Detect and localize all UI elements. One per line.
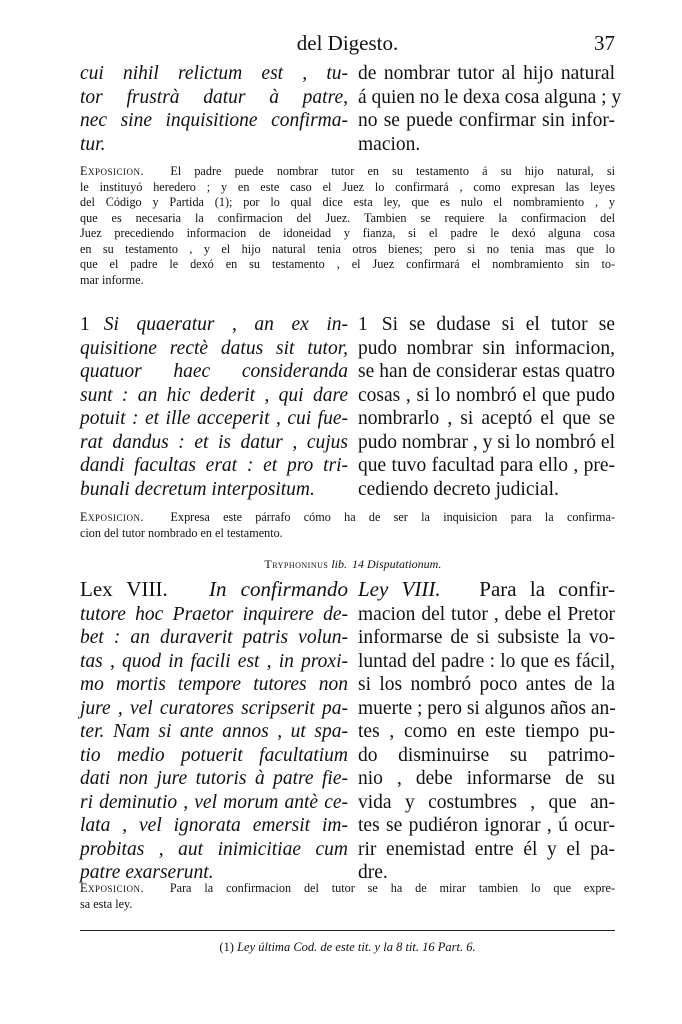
exposicion-line — [80, 881, 615, 897]
exposicion-line — [80, 510, 615, 526]
spanish-line — [358, 577, 615, 603]
latin-column — [80, 62, 348, 156]
latin-line: rat dandus : et is datur , cujus — [80, 431, 348, 453]
latin-text: Si quaeratur , an ex in- — [103, 314, 348, 335]
latin-text: In confirmando — [209, 577, 348, 601]
law-heading: Lex VIII. — [80, 577, 168, 601]
exposicion-text: El padre puede nombrar tutor en su testamento á su hijo natural, si — [170, 164, 616, 178]
spanish-line: si los nombró poco antes de la — [358, 674, 615, 695]
text-block-2 — [80, 313, 615, 503]
spanish-line: dre. — [358, 862, 388, 883]
latin-line — [80, 577, 348, 603]
latin-line: sunt : an hic dederit , qui dare — [80, 384, 348, 406]
latin-line: lata , vel ignorata emersit im- — [80, 815, 348, 836]
latin-line: potuit : et ille acceperit , cui fue- — [80, 408, 348, 429]
exposicion-line: cion del tutor nombrado en el testamento. — [80, 525, 283, 540]
latin-line: dati non jure tutoris à patre fie- — [80, 768, 348, 789]
latin-line: dandi facultas erat : et pro tri- — [80, 455, 348, 476]
spanish-line — [358, 313, 615, 337]
footnote-rule — [80, 930, 615, 931]
latin-line: bet : an duraverit patris volun- — [80, 627, 348, 648]
spanish-line: pudo nombrar , y si lo nombró el — [358, 431, 615, 453]
exposicion-text: Para la confirmacion del tutor se ha de mirar tambien lo que expre- — [169, 881, 616, 895]
latin-line: tor frustrà datur à patre, — [80, 86, 348, 108]
footnote — [80, 940, 615, 955]
spanish-text: Si se dudase si el tutor se — [381, 314, 615, 335]
spanish-line: se han de considerar estas quatro — [358, 361, 615, 382]
latin-column — [80, 577, 348, 885]
exposicion-line: que es necesaria la confirmacion del Juez. Tambien se requiere la confirmacion del — [80, 210, 615, 225]
source-work: 14 Disputationum. — [352, 557, 442, 571]
text-block-1 — [80, 62, 622, 158]
latin-line: bunali decretum interpositum. — [80, 478, 315, 500]
spanish-line: nio , debe informarse de su — [358, 768, 615, 789]
footnote-marker: (1) — [219, 940, 234, 954]
exposicion-label: Exposicion. — [80, 510, 144, 524]
exposicion-line: Juez precediendo informacion de idoneidad y fianza, si el padre le dexó alguna cosa — [80, 226, 615, 240]
latin-line: mo mortis tempore tutores non — [80, 674, 348, 695]
latin-line — [80, 313, 348, 337]
spanish-line: tes , como en este tiempo pu- — [358, 721, 615, 742]
spanish-line: luntad del padre : lo que es fácil, — [358, 650, 615, 672]
spanish-column — [358, 313, 615, 501]
exposicion-label: Exposicion. — [80, 164, 144, 178]
latin-column — [80, 313, 348, 501]
source-author-wrap — [264, 557, 347, 572]
spanish-line: á quien no le dexa cosa alguna ; y — [358, 86, 622, 108]
footnote-text: Ley última Cod. de este tit. y la 8 tit. 16 Part. 6. — [237, 940, 476, 954]
paragraph-number: 1 — [80, 314, 90, 335]
spanish-line: pudo nombrar sin informacion, — [358, 337, 615, 359]
latin-line: probitas , aut inimicitiae cum — [80, 838, 348, 860]
latin-line: ter. Nam si ante annos , ut spa- — [80, 721, 348, 742]
latin-line: cui nihil relictum est , tu- — [80, 63, 348, 84]
source-author: Tryphoninus — [264, 557, 329, 571]
exposicion-line: sa esta ley. — [80, 896, 133, 911]
running-title: del Digesto. — [296, 31, 399, 55]
exposicion-2 — [80, 510, 615, 541]
page-number: 37 — [594, 31, 615, 55]
exposicion-line: mar informe. — [80, 272, 144, 287]
latin-line: tur. — [80, 133, 106, 155]
latin-line: tas , quod in facili est , in proxi- — [80, 650, 348, 672]
spanish-line: muerte ; pero si algunos años an- — [358, 697, 616, 719]
latin-line: tutore hoc Praetor inquirere de- — [80, 603, 348, 625]
text-block-3 — [80, 577, 616, 883]
spanish-line: tes se pudiéron ignorar , ú ocur- — [358, 815, 615, 836]
spanish-text: Para la confir- — [479, 577, 615, 601]
spanish-line: cediendo decreto judicial. — [358, 478, 559, 500]
spanish-line: rir enemistad entre él y el pa- — [358, 838, 615, 860]
spanish-line: cosas , si lo nombró el que pudo — [358, 384, 615, 406]
exposicion-line: en su testamento , y el hijo natural tenia otros bienes; pero si no tenia mas que lo — [80, 241, 615, 256]
exposicion-line: le instituyó heredero ; y en este caso el Juez lo confirmará , como expresan las leyes — [80, 179, 615, 194]
exposicion-3 — [80, 881, 615, 912]
exposicion-text: Expresa este párrafo cómo ha de ser la inquisicion para la confirma- — [170, 510, 615, 524]
ley-heading: Ley VIII. — [358, 577, 441, 601]
latin-line: tio medio potuerit facultatium — [80, 744, 348, 766]
exposicion-line — [80, 164, 615, 180]
spanish-line: nombrarlo , si aceptó el que se — [358, 408, 615, 429]
page-header — [80, 31, 615, 57]
latin-line: jure , vel curatores scripserit pa- — [80, 697, 348, 719]
spanish-line: de nombrar tutor al hijo natural — [358, 63, 615, 84]
latin-line: nec sine inquisitione confirma- — [80, 110, 348, 131]
latin-line: quatuor haec consideranda — [80, 361, 348, 382]
exposicion-1 — [80, 164, 615, 288]
exposicion-label: Exposicion. — [80, 881, 144, 895]
spanish-column — [358, 577, 615, 885]
latin-line: ri deminutio , vel morum antè ce- — [80, 791, 348, 813]
paragraph-number: 1 — [358, 314, 368, 335]
spanish-line: macion. — [358, 133, 421, 155]
spanish-line: que tuvo facultad para ello , pre- — [358, 455, 615, 476]
spanish-line: informarse de si subsiste la vo- — [358, 627, 615, 648]
spanish-line: vida y costumbres , que an- — [358, 791, 615, 813]
source-book: lib. — [331, 557, 347, 571]
latin-line: patre exarserunt. — [80, 862, 214, 883]
exposicion-line: del Código y Partida (1); por lo qual dice esta ley, que es nulo el nombramiento , y — [80, 195, 615, 209]
latin-line: quisitione rectè datus sit tutor, — [80, 337, 348, 359]
spanish-line: no se puede confirmar sin infor- — [358, 110, 615, 131]
spanish-column — [358, 62, 622, 156]
spanish-line: macion del tutor , debe el Pretor — [358, 603, 615, 625]
spanish-line: do disminuirse su patrimo- — [358, 744, 615, 766]
exposicion-line: que el padre le dexó en su testamento , el Juez confirmará el nombramiento sin to- — [80, 257, 615, 271]
